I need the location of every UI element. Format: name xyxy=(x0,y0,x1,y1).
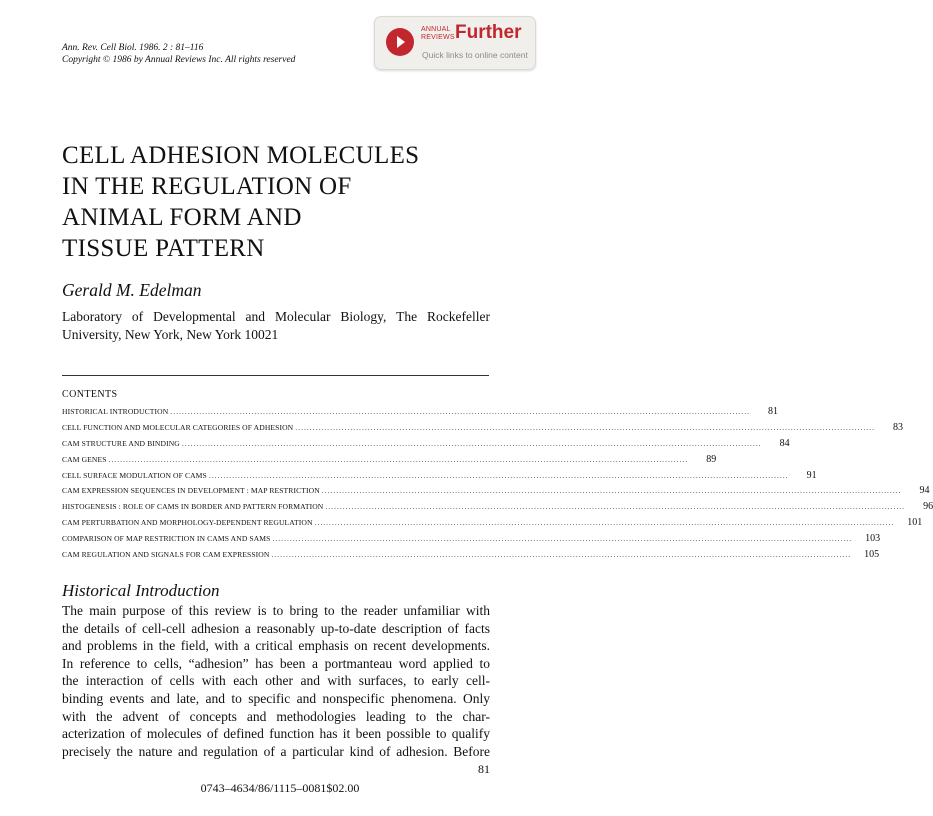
body-line: with the advent of concepts and methodologies leading to the char- xyxy=(62,708,490,724)
toc-leader-dots: ........................................................................................................................................................................................................ xyxy=(108,454,689,464)
toc-item-title: CAM EXPRESSION SEQUENCES IN DEVELOPMENT : MAP RESTRICTION xyxy=(62,486,320,496)
toc-leader-dots: ........................................................................................................................................................................................................ xyxy=(295,422,875,432)
toc-item-page: 96 xyxy=(923,501,933,513)
title-line: TISSUE PATTERN xyxy=(62,235,265,262)
body-line: acterization of molecules of defined function has it been possible to qualify xyxy=(62,726,490,742)
toc-item-title: CAM REGULATION AND SIGNALS FOR CAM EXPRESSION xyxy=(62,550,270,560)
toc-item-page: 103 xyxy=(865,533,881,545)
toc-item[interactable] xyxy=(62,533,881,549)
further-reviews-badge[interactable] xyxy=(374,16,536,70)
author-affiliation: Laboratory of Developmental and Molecular Biology, The Rockefeller University, New York, New York 10021 xyxy=(62,309,490,342)
toc-leader-dots: ........................................................................................................................................................................................................ xyxy=(314,518,895,528)
toc-item[interactable] xyxy=(62,453,717,470)
toc-item[interactable] xyxy=(62,469,817,486)
toc-item-page: 89 xyxy=(706,453,717,465)
toc-item[interactable] xyxy=(62,517,923,533)
body-line: precisely the nature and regulation of a particular kind of adhesion. Before xyxy=(62,743,490,759)
toc-item-title: CELL SURFACE MODULATION OF CAMS xyxy=(62,470,207,480)
section-heading: Historical Introduction xyxy=(62,581,220,600)
body-line: the details of cell-cell adhesion a reasonably up-to-date description of facts xyxy=(62,620,490,636)
toc-item[interactable] xyxy=(62,437,790,454)
toc-leader-dots: ........................................................................................................................................................................................................ xyxy=(181,438,762,448)
toc-item-title: CAM GENES xyxy=(62,454,107,464)
toc-item-title: COMPARISON OF MAP RESTRICTION IN CAMS AND SAMS xyxy=(62,534,271,544)
toc-item-page: 101 xyxy=(907,517,923,529)
toc-item-title: HISTORICAL INTRODUCTION xyxy=(62,407,169,416)
toc-item-page: 91 xyxy=(806,469,817,481)
toc-item-page: 105 xyxy=(864,549,880,561)
body-line: the interaction of cells with each other and with surfaces, to early cell- xyxy=(62,673,490,689)
toc-leader-dots: ........................................................................................................................................................................................................ xyxy=(272,534,853,544)
toc-item-page: 94 xyxy=(919,485,930,497)
annual-reviews-logo-text: ANNUAL REVIEWS xyxy=(421,26,455,41)
contents-heading: CONTENTS xyxy=(62,389,118,400)
journal-citation: Ann. Rev. Cell Biol. 1986. 2 : 81–116 xyxy=(62,43,204,53)
toc-item[interactable] xyxy=(62,421,903,438)
title-line: CELL ADHESION MOLECULES xyxy=(62,142,420,169)
body-line: The main purpose of this review is to bring to the reader unfamiliar with xyxy=(62,603,490,618)
further-subtitle: Quick links to online content xyxy=(422,50,528,60)
toc-leader-dots: ........................................................................................................................................................................................................ xyxy=(208,470,789,480)
toc-leader-dots: ........................................................................................................................................................................................................ xyxy=(170,407,750,416)
toc-item[interactable] xyxy=(62,406,778,422)
title-line: IN THE REGULATION OF xyxy=(62,173,352,200)
further-label: Further xyxy=(455,22,522,43)
toc-leader-dots: ........................................................................................................................................................................................................ xyxy=(325,502,906,512)
toc-item-title: CAM STRUCTURE AND BINDING xyxy=(62,438,180,448)
toc-leader-dots: ........................................................................................................................................................................................................ xyxy=(321,486,902,496)
body-line: and problems in the field, with a critical emphasis on recent developments. xyxy=(62,638,490,654)
toc-item[interactable] xyxy=(62,549,880,565)
toc-item-page: 84 xyxy=(779,437,790,449)
toc-leader-dots: ........................................................................................................................................................................................................ xyxy=(271,550,852,560)
table-of-contents xyxy=(62,406,933,565)
toc-item-title: CELL FUNCTION AND MOLECULAR CATEGORIES OF ADHESION xyxy=(62,422,294,432)
article-code: 0743–4634/86/1115–0081$02.00 xyxy=(200,781,360,795)
toc-item-page: 83 xyxy=(892,421,903,433)
toc-item-page: 81 xyxy=(767,406,778,417)
journal-citation-block xyxy=(62,42,295,66)
toc-item[interactable] xyxy=(62,485,930,501)
page-number: 81 xyxy=(478,762,490,776)
divider xyxy=(62,375,489,376)
title-line: ANIMAL FORM AND xyxy=(62,204,302,231)
copyright-notice: Copyright © 1986 by Annual Reviews Inc. All rights reserved xyxy=(62,55,296,65)
body-paragraph xyxy=(62,602,490,760)
arrow-right-icon xyxy=(386,28,414,56)
toc-item-title: HISTOGENESIS : ROLE OF CAMS IN BORDER AND PATTERN FORMATION xyxy=(62,502,324,512)
article-title xyxy=(62,140,419,264)
toc-item-title: CAM PERTURBATION AND MORPHOLOGY-DEPENDENT REGULATION xyxy=(62,518,313,528)
author-name: Gerald M. Edelman xyxy=(62,280,202,300)
toc-item[interactable] xyxy=(62,501,933,517)
body-line: binding events and late, and to specific and nonspecific phenomena. Only xyxy=(62,690,490,706)
body-line: In reference to cells, “adhesion” has been a portmanteau word applied to xyxy=(62,655,490,671)
